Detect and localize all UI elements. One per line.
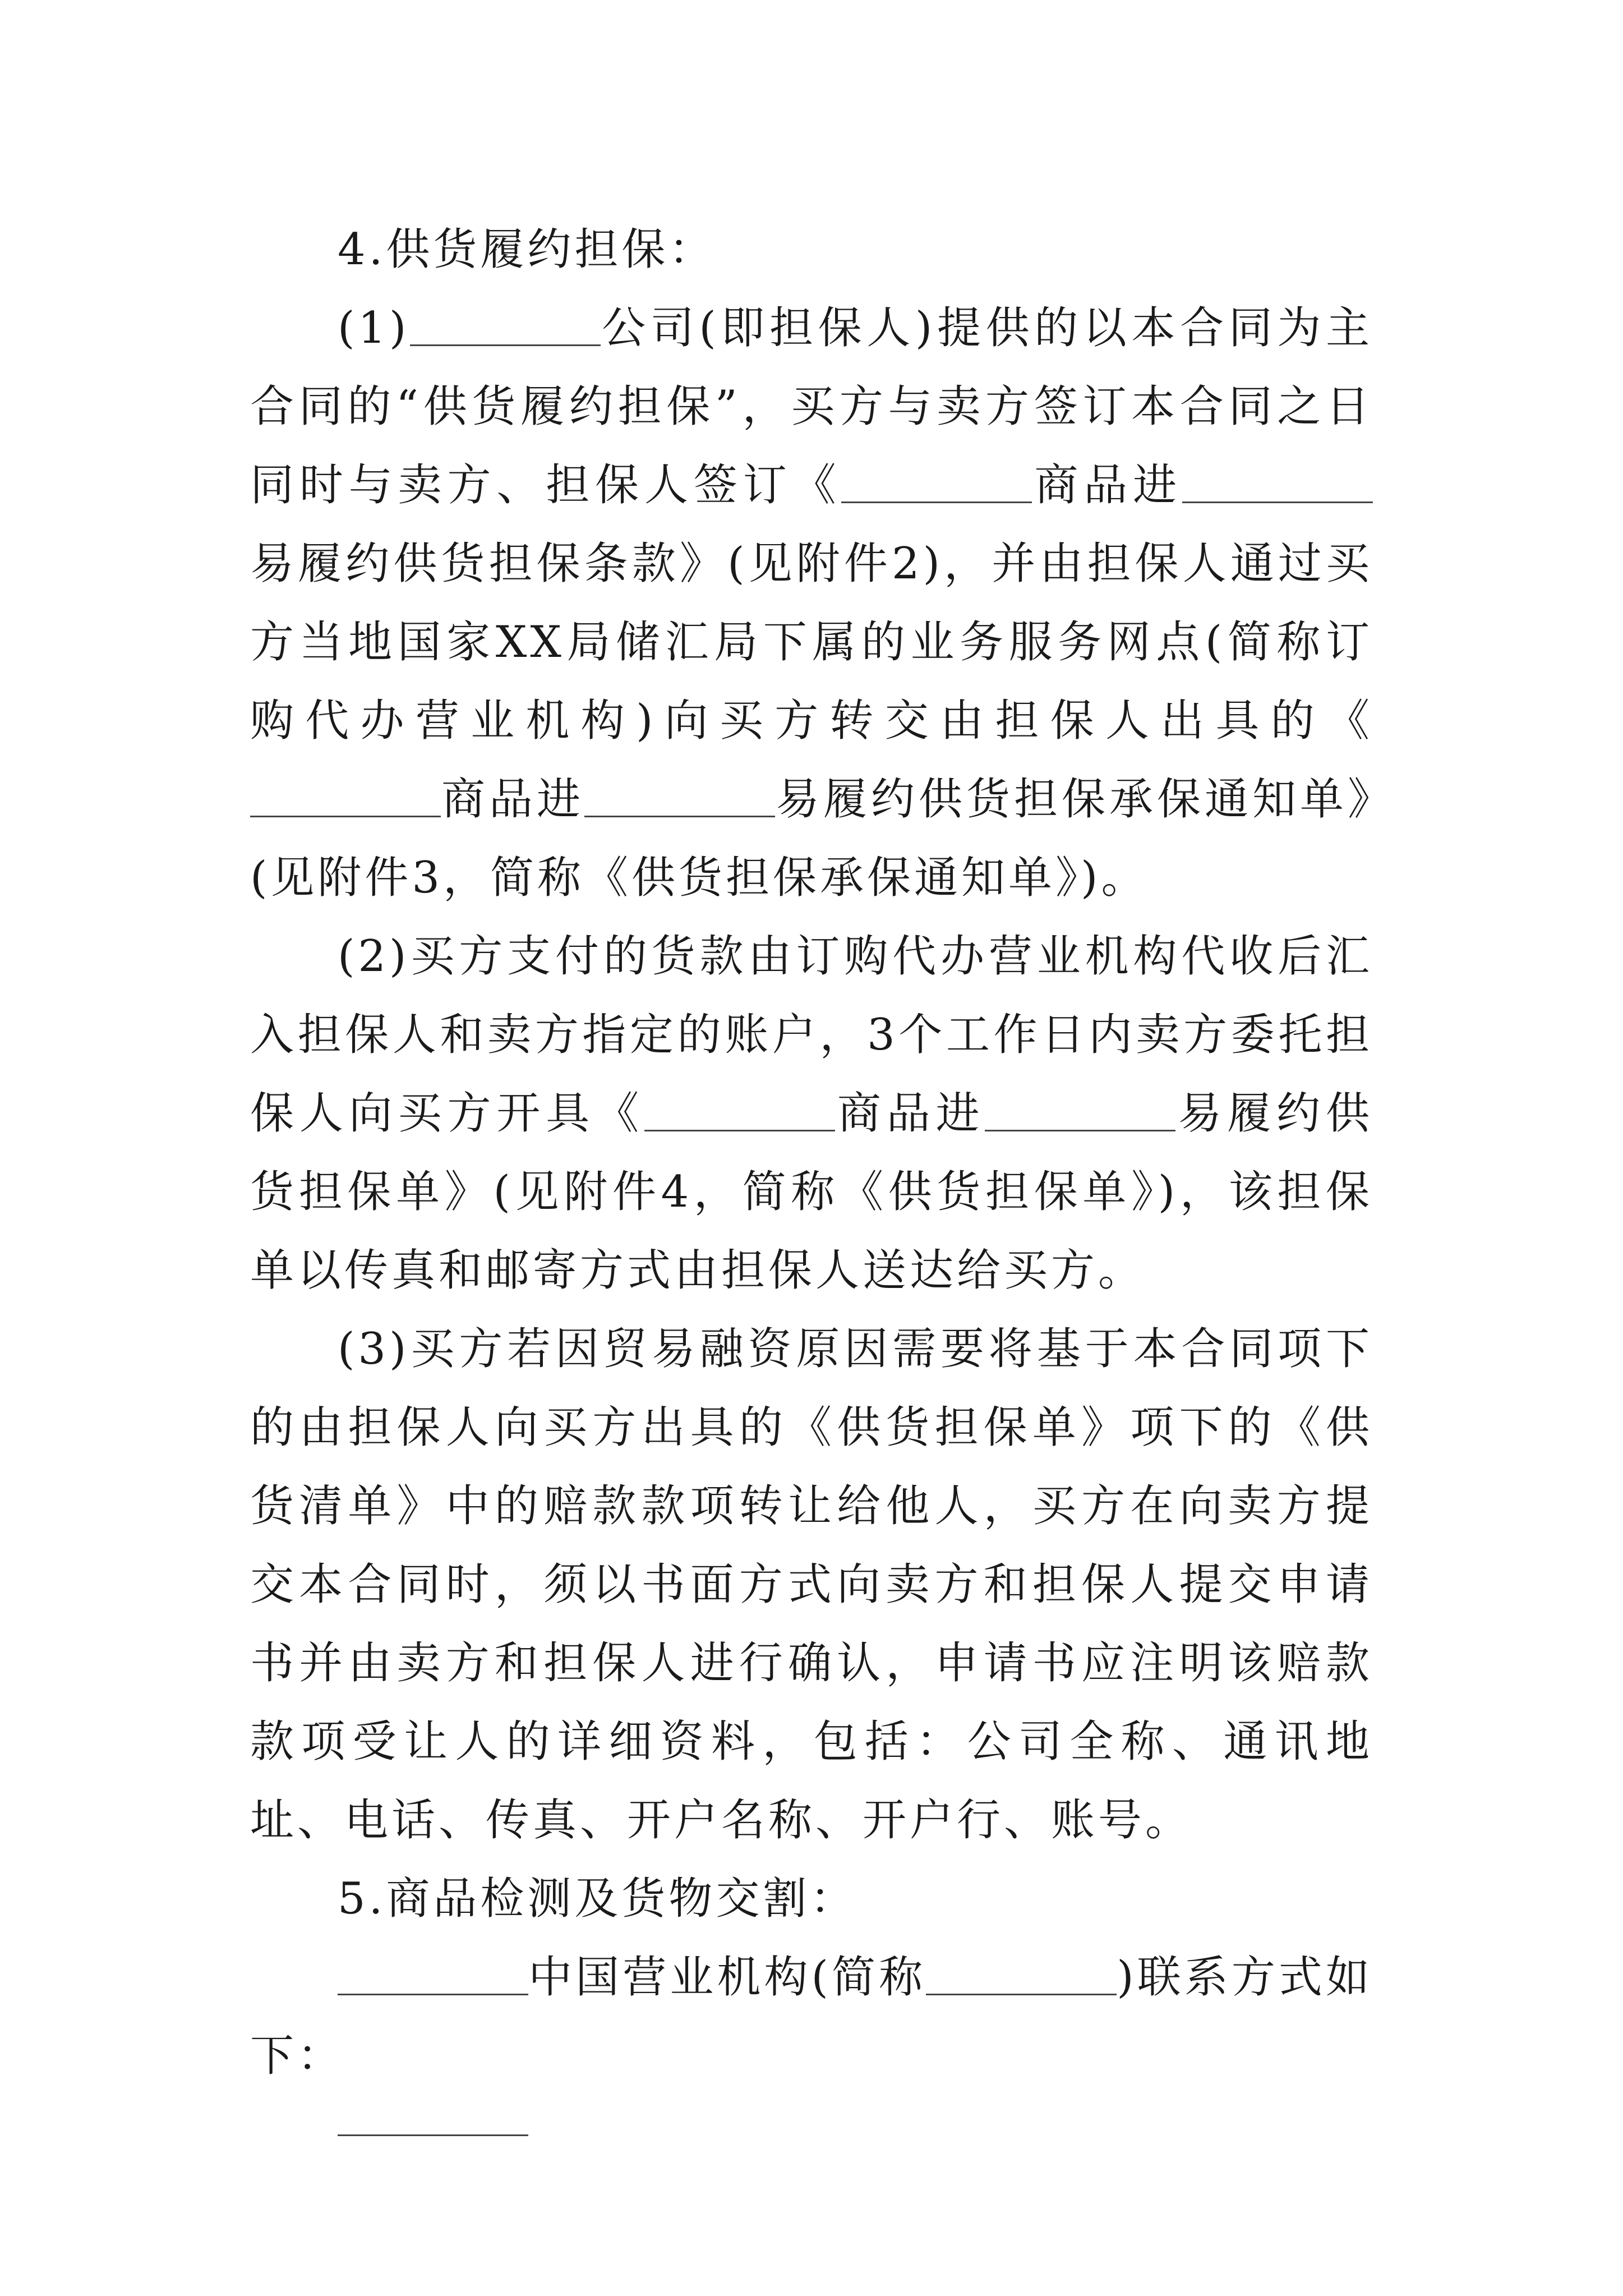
clause-4-1-text-a: (1) — [338, 303, 410, 353]
goods-name-blank-2 — [250, 772, 441, 817]
section-4-heading-text: 4.供货履约担保： — [338, 224, 716, 275]
institution-name-blank — [338, 1950, 528, 1995]
trade-type-blank-3 — [985, 1086, 1175, 1131]
clause-4-1-text-e: 商品进 — [441, 774, 584, 825]
section-5-heading — [250, 1860, 1373, 1938]
clause-4-2-text-c: 易履约供货担保单》(见附件4，简称《供货担保单》)，该担保单以传真和邮寄方式由担保人送达给买方。 — [250, 1088, 1373, 1296]
trade-type-blank-2 — [584, 772, 775, 817]
clause-4-3-text: (3)买方若因贸易融资原因需要将基于本合同项下的由担保人向买方出具的《供货担保单》项下的《供货清单》中的赔款款项转让给他人，买方在向卖方提交本合同时，须以书面方式向卖方和担保人提交申请书并由卖方和担保人进行确认，申请书应注明该赔款款项受让人的详细资料，包括：公司全称、通讯地址、电话、传真、开户名称、开户行、账号。 — [250, 1324, 1373, 1846]
contact-details-blank — [338, 2095, 528, 2136]
clause-5-contact — [250, 1938, 1373, 2095]
clause-5-text-a: 中国营业机构(简称 — [528, 1952, 926, 2003]
goods-name-blank-3 — [644, 1086, 835, 1131]
clause-4-2-text-a: (2)买方支付的货款由订购代办营业机构代收后汇入担保人和卖方指定的账户，3个工作日内卖方委托担保人向买方开具《 — [250, 931, 1373, 1139]
trade-type-blank-1 — [1182, 458, 1373, 503]
clause-4-1-text-b: 公司(即担保人)提供的以本合同为主合同的“供货履约担保”，买方与卖方签订本合同之日同时与卖方、担保人签订《 — [250, 303, 1373, 510]
clause-4-1-text-d: 易履约供货担保条款》(见附件2)，并由担保人通过买方当地国家XX局储汇局下属的业务服务网点(简称订购代办营业机构)向买方转交由担保人出具的《 — [250, 539, 1373, 746]
clause-5-text-b: )联系方式如下： — [250, 1952, 1373, 2081]
guarantor-company-blank — [410, 301, 601, 346]
clause-4-1-text-c: 商品进 — [1032, 460, 1182, 510]
section-4-heading — [250, 210, 1373, 289]
goods-name-blank-1 — [841, 458, 1032, 503]
clause-4-2-text-b: 商品进 — [834, 1088, 985, 1139]
clause-4-1 — [250, 289, 1373, 917]
clause-4-1-text-f: 易履约供货担保承保通知单》(见附件3，简称《供货担保承保通知单》)。 — [250, 774, 1373, 903]
clause-4-2 — [250, 917, 1373, 1310]
institution-abbreviation-blank — [926, 1950, 1117, 1995]
clause-4-3 — [250, 1310, 1373, 1860]
section-5-heading-text: 5.商品检测及货物交割： — [338, 1874, 857, 1924]
document-body — [250, 210, 1373, 2136]
